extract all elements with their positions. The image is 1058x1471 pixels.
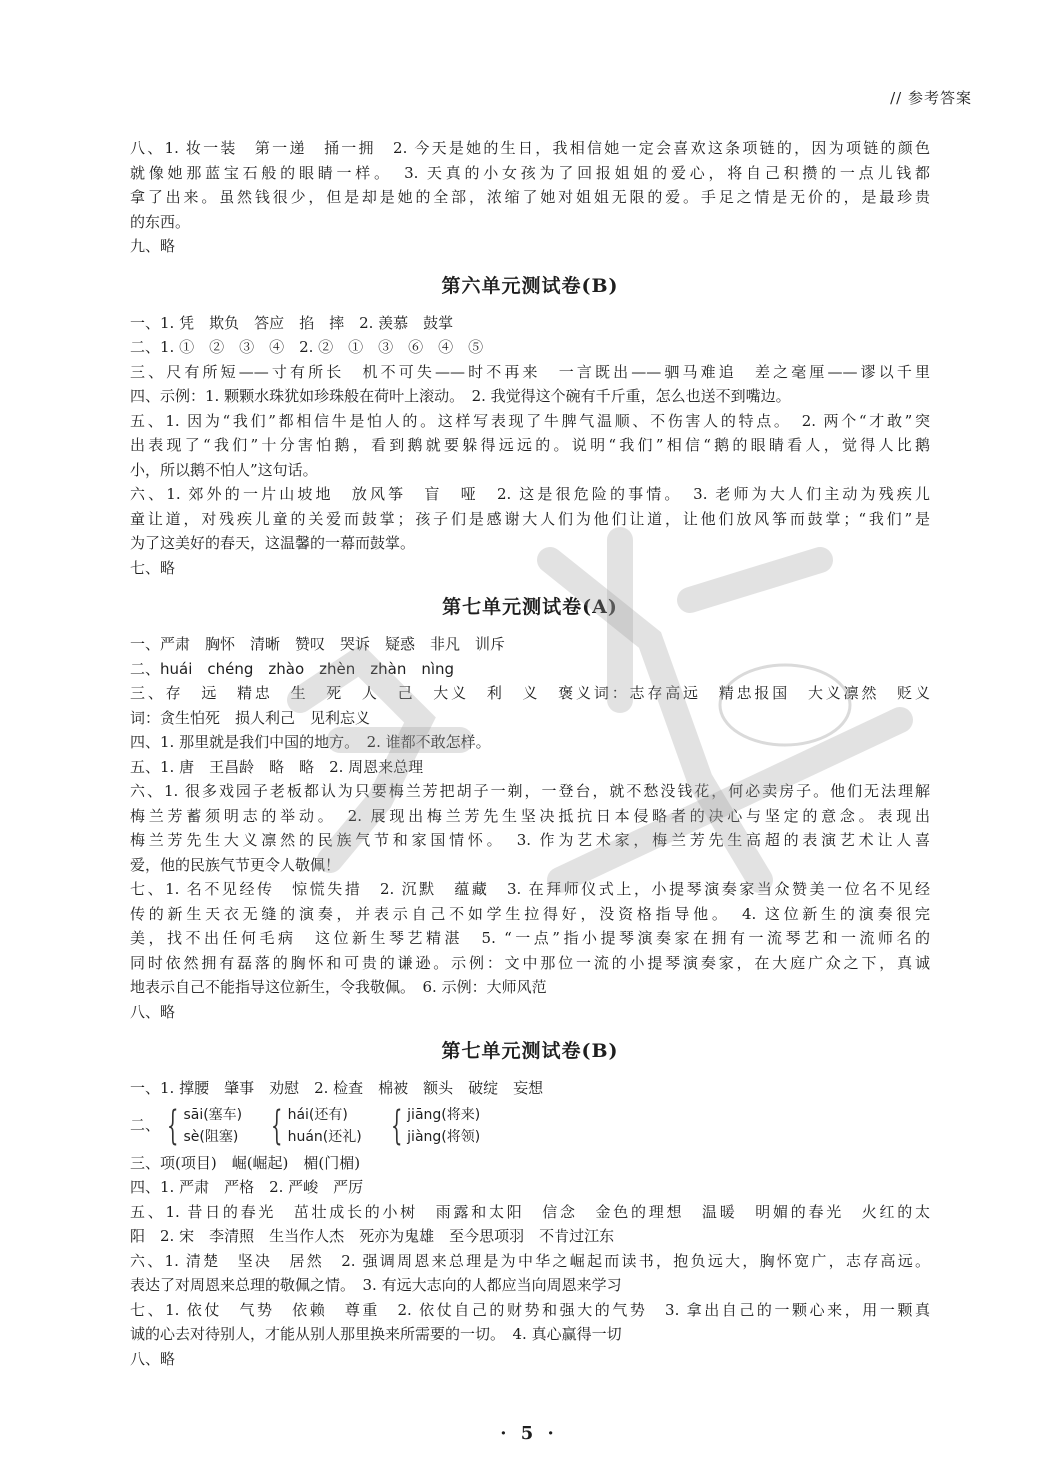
brace-row-label: 二、 [130, 1116, 161, 1135]
curly-brace-icon: { [166, 1102, 179, 1149]
text-line: 诚的心去对待别人，才能从别人那里换来所需要的一切。 4. 真心赢得一切 [130, 1325, 622, 1343]
text-line: 梅兰芳蓄须明志的举动。 2. 展现出梅兰芳先生坚决抵抗日本侵略者的决心与坚定的意念。表现出 [130, 806, 930, 825]
text-line: 就像她那蓝宝石般的眼睛一样。 3. 天真的小女孩为了回报姐姐的爱心，将自己积攒的一点儿钱都 [130, 163, 930, 182]
text-line: 一、1. 撑腰 肇事 劝慰 2. 检查 棉被 额头 破绽 妄想 [130, 1079, 544, 1097]
page-number: · 5 · [500, 1423, 558, 1444]
brace-item: sè(阻塞) [183, 1128, 239, 1145]
text-line: 爱，他的民族气节更令人敬佩！ [130, 855, 341, 874]
text-line: 八、略 [130, 1349, 176, 1368]
pinyin-text: huái chéng zhào zhèn zhàn nìng [160, 659, 455, 678]
text-line: 四、1. 严肃 严格 2. 严峻 严厉 [130, 1178, 364, 1196]
text-line: 梅兰芳先生大义凛然的民族气节和家国情怀。 3. 作为艺术家，梅兰芳先生高超的表演艺术让人喜 [130, 831, 930, 849]
text-line: 词：贪生怕死 损人利己 见利忘义 [130, 708, 371, 727]
text-line: 同时依然拥有磊落的胸怀和可贵的谦逊。示例：文中那位一流的小提琴演奏家，在大庭广众之下，真诚 [130, 953, 930, 972]
page-header: // 参考答案 [890, 89, 972, 107]
text-line: 七、1. 名不见经传 惊慌失措 2. 沉默 蕴藏 3. 在拜师仪式上，小提琴演奏家当众赞美一位名不见经 [130, 880, 930, 898]
text-line: 三、项(项目) 崛(崛起) 楣(门楣) [130, 1153, 361, 1172]
text-line: 一、1. 凭 欺负 答应 掐 摔 2. 羡慕 鼓掌 [130, 313, 454, 332]
brace-answer-row [130, 1101, 930, 1151]
section-title-7b: 第七单元测试卷(B) [441, 1040, 619, 1062]
text-line: 六、1. 郊外的一片山坡地 放风筝 盲 哑 2. 这是很危险的事情。 3. 老师为大人们主动为残疾儿 [130, 485, 930, 503]
text-line: 八、略 [130, 1002, 176, 1021]
section-title-7a: 第七单元测试卷(A) [442, 596, 618, 618]
line-prefix: 二、 [130, 659, 161, 678]
text-line: 三、存 远 精忠 生 死 人 己 大义 利 义 褒义词：志存高远 精忠报国 大义凛然 贬义 [130, 684, 930, 702]
text-line: 二、1. ① ② ③ ④ 2. ② ① ③ ⑥ ④ ⑤ [130, 338, 484, 356]
curly-brace-icon: { [390, 1102, 403, 1149]
text-line: 的东西。 [130, 212, 191, 231]
text-line: 拿了出来。虽然钱很少，但是却是她的全部，浓缩了她对姐姐无限的爱。手足之情是无价的，是最珍贵 [130, 188, 930, 206]
text-line: 九、略 [130, 237, 176, 255]
text-line: 童让道，对残疾儿童的关爱而鼓掌；孩子们是感谢大人们为他们让道，让他们放风筝而鼓掌；“我们”是 [130, 509, 930, 528]
text-line: 三、尺有所短——寸有所长 机不可失——时不再来 一言既出——驷马难追 差之毫厘——谬以千里 [130, 362, 930, 381]
section-7a [130, 632, 930, 1024]
text-line: 小，所以鹅不怕人”这句话。 [130, 460, 318, 479]
text-line: 为了这美好的春天，这温馨的一幕而鼓掌。 [130, 534, 416, 552]
text-line: 美，找不出任何毛病 这位新生琴艺精湛 5. “一点”指小提琴演奏家在拥有一流琴艺和一流师名的 [130, 929, 930, 947]
curly-brace-icon: { [271, 1102, 283, 1149]
text-line: 五、1. 因为“我们”都相信牛是怕人的。这样写表现了牛脾气温顺、不伤害人的特点。 2. 两个“才敢”突 [130, 411, 930, 430]
text-line: 六、1. 很多戏园子老板都认为只要梅兰芳把胡子一剃，一登台，就不愁没钱花，何必卖房子。他们无法理解 [130, 782, 930, 800]
text-line: 八、1. 妆一装 第一递 捅一拥 2. 今天是她的生日，我相信她一定会喜欢这条项链的，因为项链的颜色 [130, 139, 930, 157]
brace-item: hái(还有) [287, 1106, 348, 1123]
brace-group [264, 1104, 362, 1148]
text-line: 阳 2. 宋 李清照 生当作人杰 死亦为鬼雄 至今思项羽 不肯过江东 [130, 1227, 615, 1245]
text-line: 地表示自己不能指导这位新生，令我敬佩。 6. 示例：大师风范 [130, 978, 547, 996]
section-7b [130, 1076, 930, 1371]
pinyin-line [130, 657, 930, 682]
text-line: 五、1. 昔日的春光 茁壮成长的小树 雨露和太阳 信念 金色的理想 温暖 明媚的春光 火红的太 [130, 1202, 930, 1221]
section-6b [130, 311, 930, 581]
brace-item: jiàng(将领) [407, 1128, 481, 1145]
brace-group [160, 1104, 242, 1148]
text-line: 四、示例：1. 颗颗水珠犹如珍珠般在荷叶上滚动。 2. 我觉得这个碗有千斤重，怎么也送不到嘴边。 [130, 387, 791, 405]
text-line: 传的新生天衣无缝的演奏，并表示自己不如学生拉得好，没资格指导他。 4. 这位新生的演奏很完 [130, 904, 930, 923]
text-line: 表达了对周恩来总理的敬佩之情。 3. 有远大志向的人都应当向周恩来学习 [130, 1276, 622, 1294]
text-line: 七、略 [130, 558, 176, 577]
text-line: 五、1. 唐 王昌龄 略 略 2. 周恩来总理 [130, 757, 424, 776]
text-line: 六、1. 清楚 坚决 居然 2. 强调周恩来总理是为中华之崛起而读书，抱负远大，胸怀宽广，志存高远。 [130, 1251, 930, 1270]
brace-item: huán(还礼) [287, 1128, 362, 1145]
text-line: 出表现了“我们”十分害怕鹅，看到鹅就要躲得远远的。说明“我们”相信“鹅的眼睛看人，觉得人比鹅 [130, 436, 930, 454]
answer-content [130, 136, 930, 1371]
text-line: 七、1. 依仗 气势 依赖 尊重 2. 依仗自己的财势和强大的气势 3. 拿出自己的一颗心来，用一颗真 [130, 1300, 930, 1319]
text-line: 一、严肃 胸怀 清晰 赞叹 哭诉 疑惑 非凡 训斥 [130, 635, 506, 653]
brace-group [384, 1104, 481, 1148]
section-title-6b: 第六单元测试卷(B) [441, 274, 619, 297]
brace-item: sāi(塞车) [183, 1106, 243, 1123]
brace-item: jiāng(将来) [407, 1106, 481, 1123]
top-block [130, 136, 930, 259]
text-line: 四、1. 那里就是我们中国的地方。 2. 谁都不敢怎样。 [130, 733, 491, 751]
